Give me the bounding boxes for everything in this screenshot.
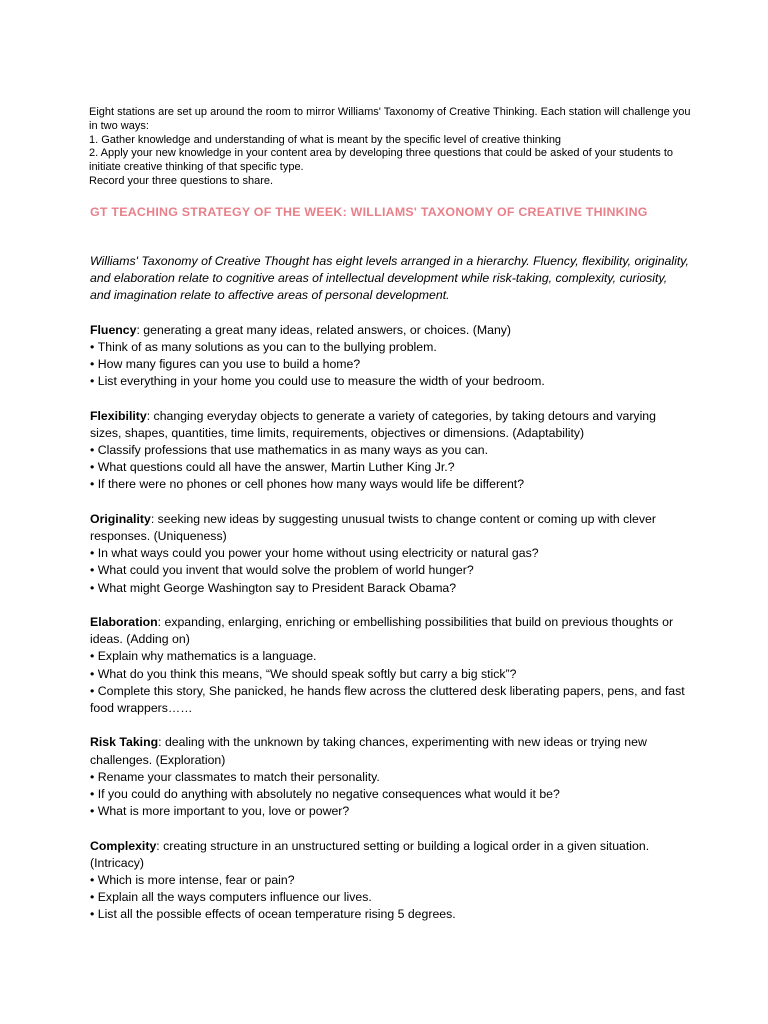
bullet-item: • List all the possible effects of ocean temperature rising 5 degrees. bbox=[90, 906, 690, 923]
bullet-item: • What is more important to you, love or power? bbox=[90, 803, 690, 820]
taxonomy-section-complexity bbox=[90, 838, 690, 924]
intro-line: 1. Gather knowledge and understanding of what is meant by the specific level of creative thinking bbox=[89, 133, 562, 146]
term-definition: : expanding, enlarging, enriching or embellishing possibilities that build on previous thoughts or ideas. (Adding on) bbox=[90, 615, 674, 647]
bullet-item: • Complete this story, She panicked, he hands flew across the cluttered desk liberating papers, pens, and fast food wrappers…… bbox=[90, 683, 690, 717]
bullet-item: • If you could do anything with absolutely no negative consequences what would it be? bbox=[90, 786, 690, 803]
bullet-item: • What could you invent that would solve the problem of world hunger? bbox=[90, 562, 690, 579]
term-definition: : dealing with the unknown by taking chances, experimenting with new ideas or trying new challenges. (Exploration) bbox=[90, 735, 647, 767]
definition-line bbox=[90, 511, 690, 545]
bullet-item: • Which is more intense, fear or pain? bbox=[90, 872, 690, 889]
bullet-item: • Explain all the ways computers influence our lives. bbox=[90, 889, 690, 906]
intro-line: Record your three questions to share. bbox=[89, 174, 274, 187]
definition-line bbox=[90, 838, 690, 872]
intro-line: Eight stations are set up around the room to mirror Williams' Taxonomy of Creative Thinking. Each station will challenge you in two ways: bbox=[89, 106, 691, 132]
bullet-item: • In what ways could you power your home without using electricity or natural gas? bbox=[90, 545, 690, 562]
bullet-item: • What questions could all have the answer, Martin Luther King Jr.? bbox=[90, 459, 690, 476]
term-label: Fluency bbox=[90, 322, 137, 337]
bullet-item: • What do you think this means, “We should speak softly but carry a big stick”? bbox=[90, 666, 690, 683]
lead-paragraph: Williams' Taxonomy of Creative Thought has eight levels arranged in a hierarchy. Fluency, flexibility, originality, and elaboration relate to cognitive areas of intellectual development while risk-taking, complexity, curiosity, and imagination relate to affective areas of personal development. bbox=[90, 254, 689, 303]
bullet-item: • How many figures can you use to build a home? bbox=[90, 356, 690, 373]
taxonomy-section-originality bbox=[90, 511, 690, 597]
term-definition: : creating structure in an unstructured setting or building a logical order in a given situation. (Intricacy) bbox=[90, 838, 650, 870]
taxonomy-section-fluency bbox=[90, 322, 690, 391]
taxonomy-section-elaboration bbox=[90, 614, 690, 717]
main-content bbox=[90, 253, 690, 941]
bullet-item: • What might George Washington say to President Barack Obama? bbox=[90, 580, 690, 597]
taxonomy-section-risk-taking bbox=[90, 734, 690, 820]
definition-line bbox=[90, 734, 690, 768]
term-label: Originality bbox=[90, 511, 151, 526]
bullet-item: • If there were no phones or cell phones how many ways would life be different? bbox=[90, 476, 690, 493]
intro-block bbox=[89, 106, 699, 189]
taxonomy-section-flexibility bbox=[90, 408, 690, 494]
term-label: Elaboration bbox=[90, 615, 158, 630]
section-heading: GT TEACHING STRATEGY OF THE WEEK: WILLIAMS' TAXONOMY OF CREATIVE THINKING bbox=[90, 205, 648, 219]
bullet-item: • Rename your classmates to match their personality. bbox=[90, 769, 690, 786]
term-label: Flexibility bbox=[90, 408, 147, 423]
bullet-item: • Think of as many solutions as you can to the bullying problem. bbox=[90, 339, 690, 356]
definition-line bbox=[90, 408, 690, 442]
term-label: Complexity bbox=[90, 838, 157, 853]
term-label: Risk Taking bbox=[90, 735, 159, 750]
intro-line: 2. Apply your new knowledge in your content area by developing three questions that could be asked of your students to initiate creative thinking of that specific type. bbox=[89, 147, 673, 174]
definition-line bbox=[90, 614, 690, 648]
term-definition: : seeking new ideas by suggesting unusual twists to change content or coming up with clever responses. (Uniqueness) bbox=[90, 511, 656, 544]
bullet-item: • List everything in your home you could use to measure the width of your bedroom. bbox=[90, 373, 690, 390]
bullet-item: • Classify professions that use mathematics in as many ways as you can. bbox=[90, 442, 690, 459]
definition-line bbox=[90, 322, 690, 339]
term-definition: : changing everyday objects to generate a variety of categories, by taking detours and varying sizes, shapes, quantities, time limits, requirements, objectives or dimensions. (Adaptability) bbox=[90, 408, 656, 440]
bullet-item: • Explain why mathematics is a language. bbox=[90, 648, 690, 665]
term-definition: : generating a great many ideas, related answers, or choices. (Many) bbox=[136, 322, 512, 337]
